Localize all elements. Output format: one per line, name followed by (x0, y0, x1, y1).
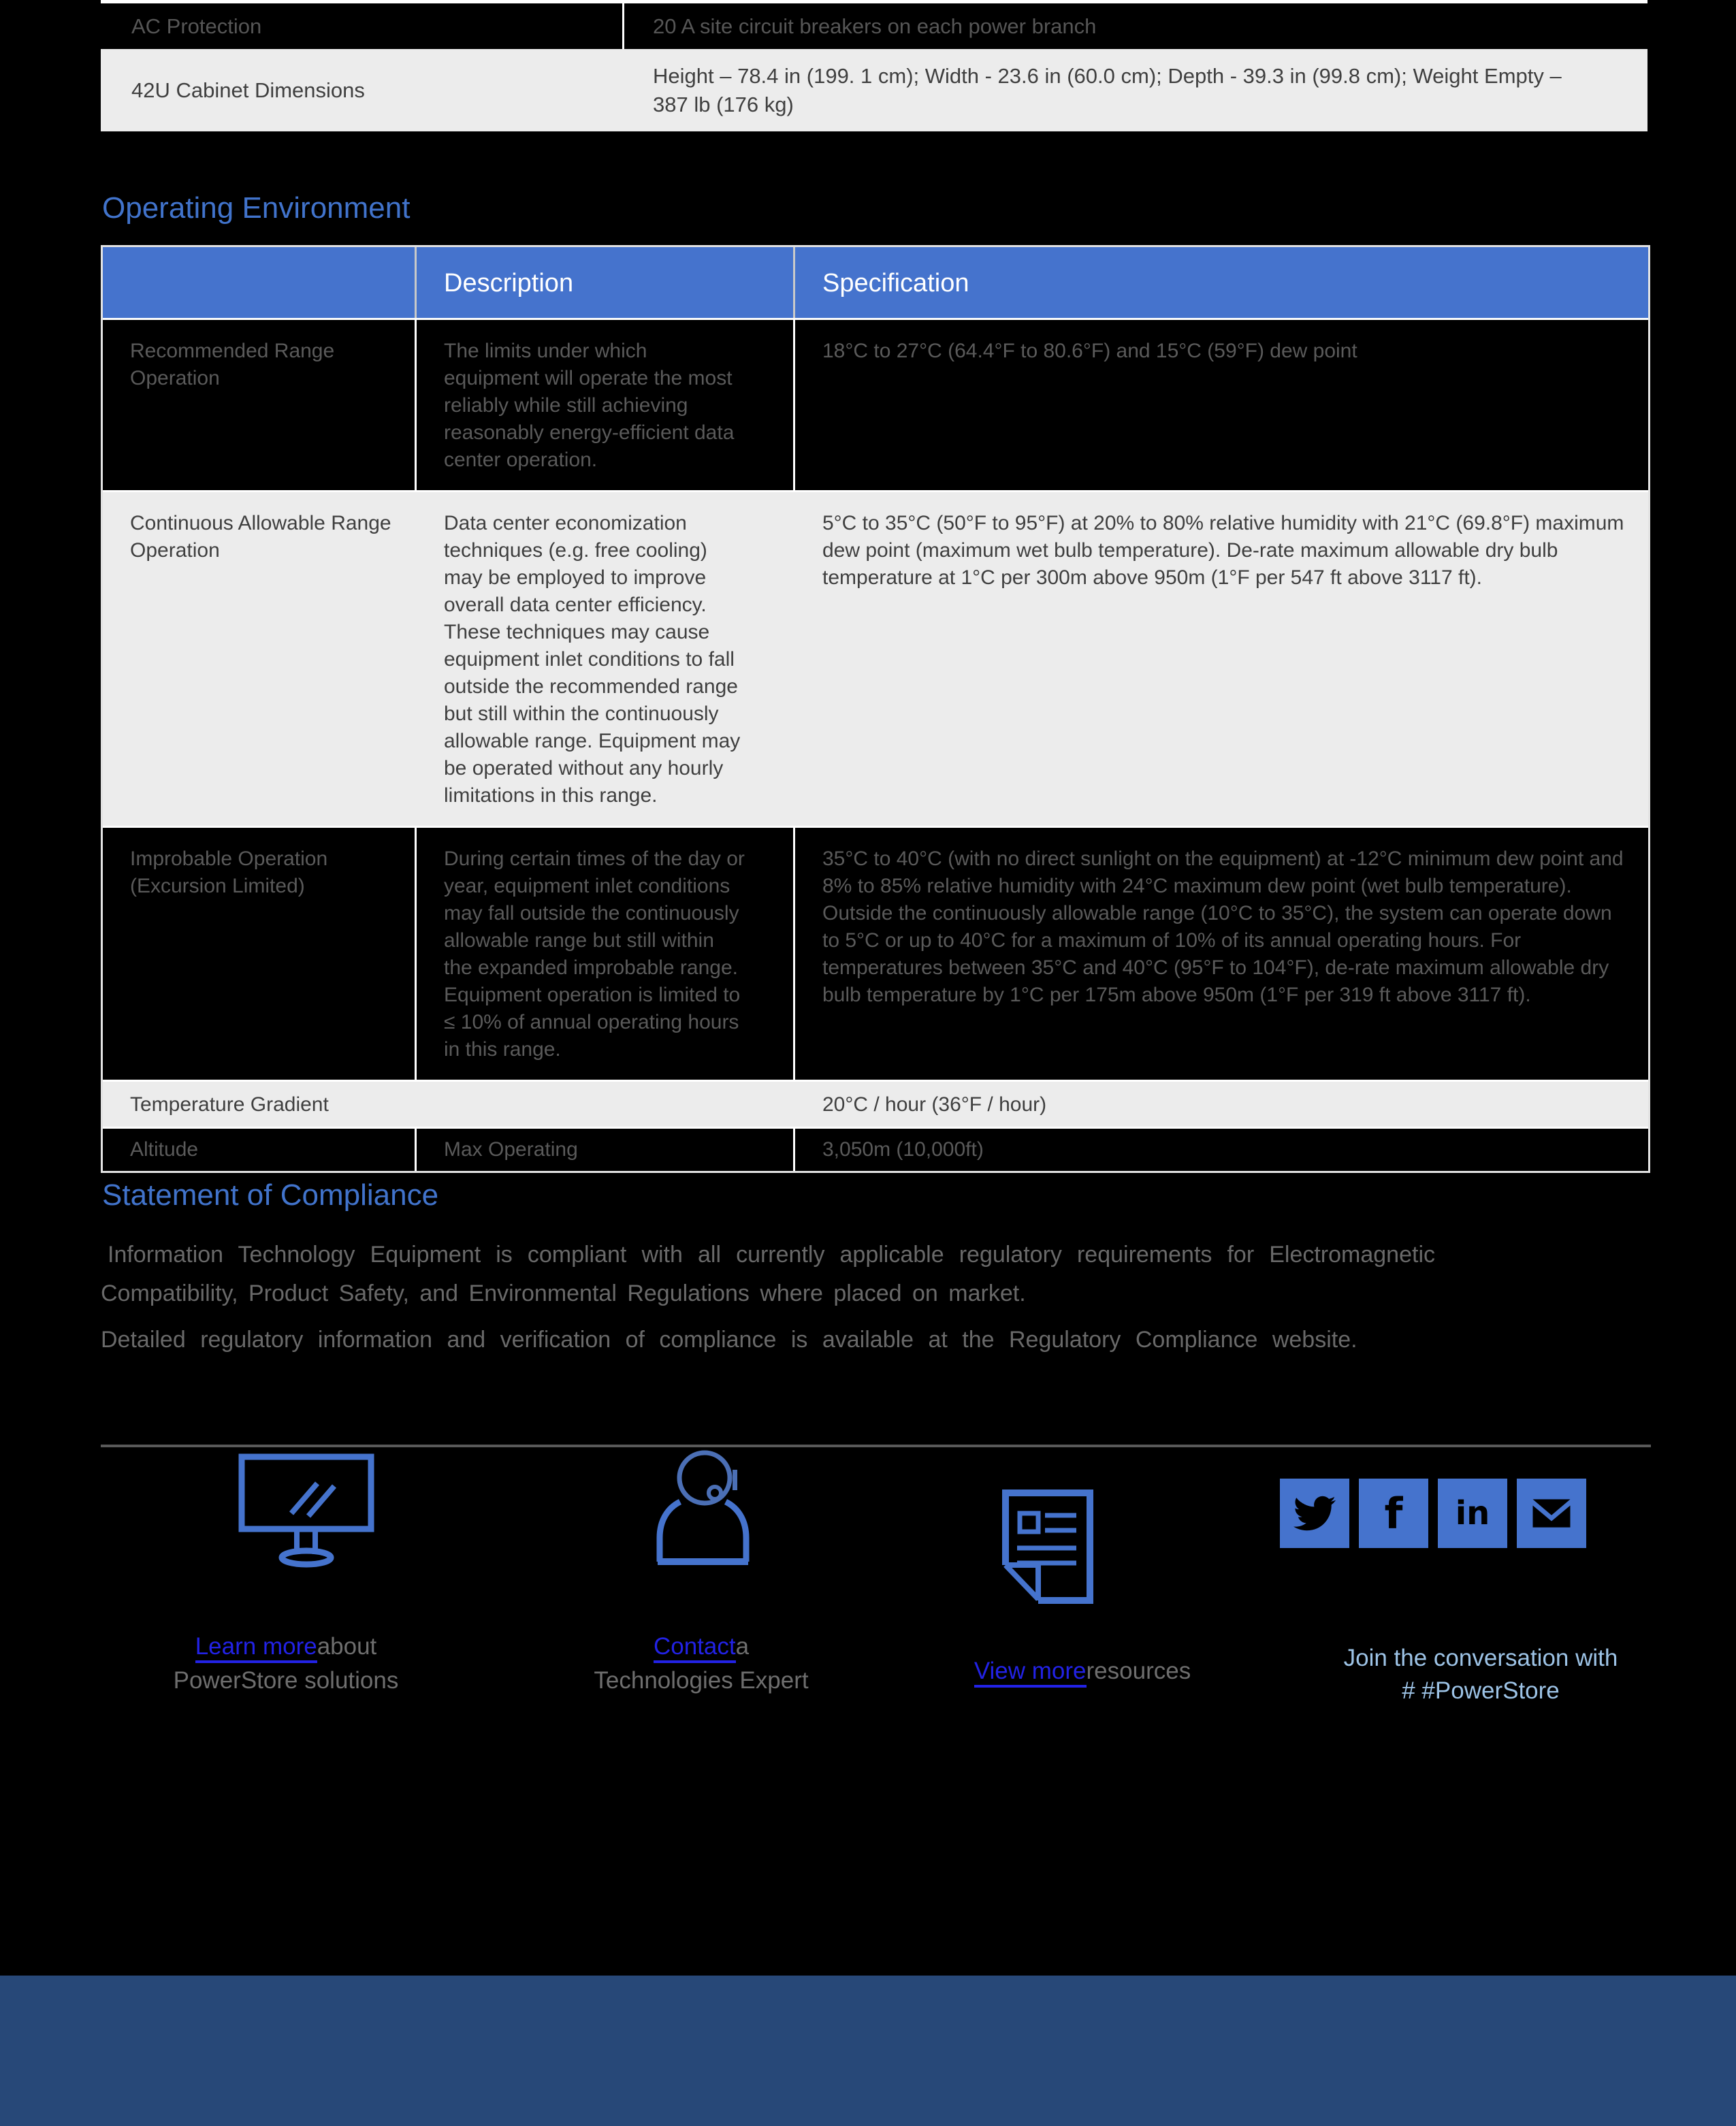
spec-value: 20 A site circuit breakers on each power branch (653, 14, 1097, 38)
monitor-icon (238, 1453, 374, 1569)
row-label: Temperature Gradient (103, 1082, 417, 1127)
table-row (103, 828, 1648, 1082)
compliance-paragraph: Detailed regulatory information and verification of compliance is available at the Regulatory Compliance website. (101, 1327, 1357, 1353)
column-header (103, 247, 417, 318)
row-description: Max Operating (417, 1129, 795, 1171)
footer-text: about (317, 1633, 377, 1660)
top-spec-table (101, 0, 1647, 131)
bottom-bar (0, 1976, 1736, 2126)
footer-text: Technologies Expert (594, 1667, 809, 1694)
view-more-link[interactable]: View more (974, 1658, 1087, 1688)
document-icon (999, 1488, 1096, 1605)
table-row (103, 1129, 1648, 1171)
footer-divider (101, 1445, 1651, 1447)
compliance-paragraph: Information Technology Equipment is compliant with all currently applicable regulatory requirements for Electromagnetic Compatibility, Product Safety, and Environmental Regulations where placed on market. (101, 1242, 1435, 1306)
footer-line (905, 1654, 1259, 1688)
footer-line (538, 1630, 865, 1664)
learn-more-link[interactable]: Learn more (195, 1633, 317, 1663)
facebook-glyph: f (1384, 1488, 1403, 1539)
support-agent-icon (647, 1445, 759, 1567)
table-row (103, 492, 1648, 828)
footer-text: resources (1086, 1658, 1191, 1684)
footer-contact (538, 1630, 865, 1698)
table-row (101, 3, 1647, 49)
contact-link[interactable]: Contact (654, 1633, 736, 1663)
row-specification: 35°C to 40°C (with no direct sunlight on the equipment) at -12°C minimum dew point and 8% to 85% relative humidity with 24°C maximum dew point (wet bulb temperature). Outside the continuously allowable range (10°C to 35°C), the system can operate down to 5°C or up to 40°C for a maximum of 10% of its annual operating hours. For temperatures between 35°C and 40°C (95°F to 104°F), de-rate maximum allowable dry bulb temperature by 1°C per 175m above 950m (1°F per 319 ft above 3117 ft). (822, 848, 1624, 1006)
row-description: Data center economization techniques (e.g. free cooling) may be employed to improve overall data center efficiency. These techniques may cause equipment inlet conditions to fall outside the recommended range but still within the continuously allowable range. Equipment may be operated without any hourly limitations in this range. (417, 492, 795, 826)
row-specification: 5°C to 35°C (50°F to 95°F) at 20% to 80% relative humidity with 21°C (69.8°F) maximum dew point (maximum wet bulb temperature). De-rate maximum allowable dry bulb temperature at 1°C per 300m above 950m (1°F per 547 ft above 3117 ft). (822, 512, 1624, 589)
table-row (103, 1082, 1648, 1129)
conversation-text: Join the conversation with (1343, 1645, 1618, 1671)
conversation-hashtag: # #PowerStore (1402, 1677, 1560, 1704)
table-header-row (103, 247, 1648, 320)
footer-view-more (905, 1654, 1259, 1688)
footer-learn-more (116, 1630, 456, 1698)
row-description (417, 1082, 795, 1127)
spec-label: 42U Cabinet Dimensions (101, 49, 624, 131)
section-heading-statement-of-compliance: Statement of Compliance (102, 1178, 439, 1212)
row-description: During certain times of the day or year, equipment inlet conditions may fall outside the continuously allowable range but still within the expanded improbable range. Equipment operation is limited to ≤ 10% of annual operating hours in this range. (417, 828, 795, 1080)
footer-line (116, 1630, 456, 1664)
table-row (101, 49, 1647, 131)
row-label: Recommended Range Operation (103, 320, 417, 490)
column-header: Description (417, 247, 795, 318)
spec-label: AC Protection (101, 3, 624, 49)
footer-text: a (735, 1633, 750, 1660)
row-description: The limits under which equipment will operate the most reliably while still achieving reasonably energy-efficient data center operation. (417, 320, 795, 490)
social-icons-row (1280, 1479, 1586, 1548)
table-row (103, 320, 1648, 492)
facebook-icon[interactable] (1359, 1479, 1428, 1548)
twitter-icon[interactable] (1280, 1479, 1349, 1548)
linkedin-icon[interactable] (1438, 1479, 1507, 1548)
column-header: Specification (822, 269, 969, 297)
row-specification: 3,050m (10,000ft) (822, 1138, 984, 1161)
row-label: Altitude (103, 1129, 417, 1171)
footer-join-conversation (1317, 1642, 1644, 1707)
linkedin-glyph: in (1455, 1494, 1490, 1532)
row-specification: 20°C / hour (36°F / hour) (822, 1093, 1047, 1116)
operating-environment-table (101, 245, 1650, 1173)
row-specification: 18°C to 27°C (64.4°F to 80.6°F) and 15°C (59°F) dew point (822, 340, 1357, 362)
email-icon[interactable] (1517, 1479, 1586, 1548)
row-label: Improbable Operation (Excursion Limited) (103, 828, 417, 1080)
spec-value: Height – 78.4 in (199. 1 cm); Width - 23.6 in (60.0 cm); Depth - 39.3 in (99.8 cm); Weight Empty – 387 lb (176 kg) (653, 63, 1562, 116)
footer-text: PowerStore solutions (173, 1667, 399, 1694)
row-label: Continuous Allowable Range Operation (103, 492, 417, 826)
section-heading-operating-environment: Operating Environment (102, 191, 411, 225)
